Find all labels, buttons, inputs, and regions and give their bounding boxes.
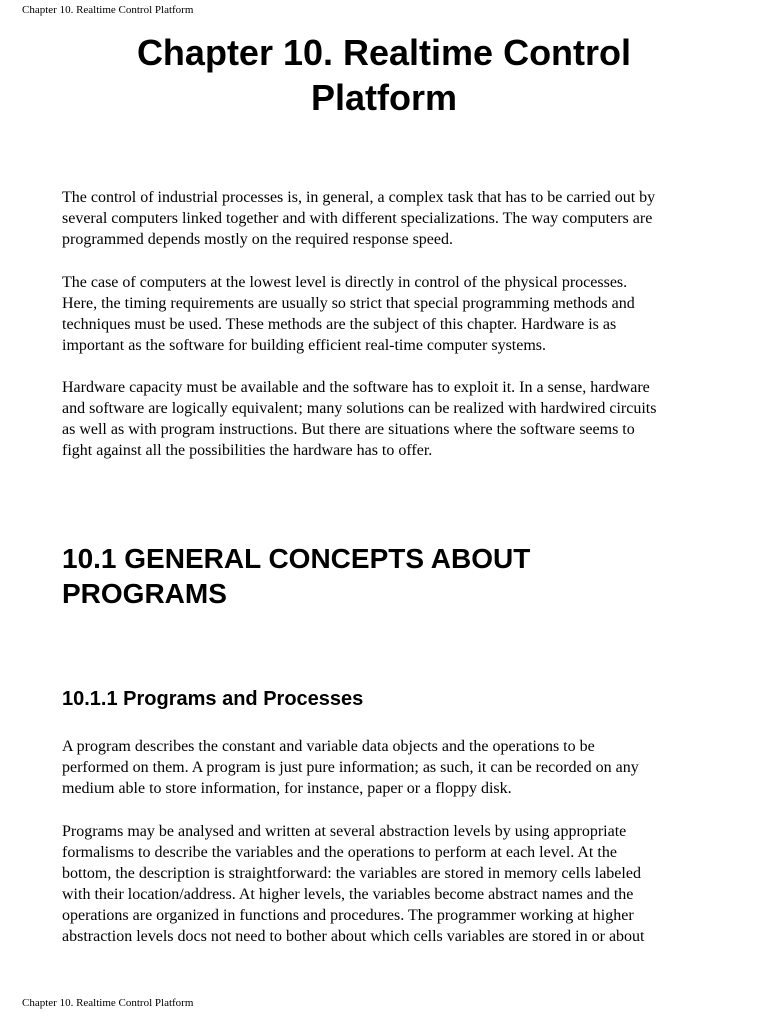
- running-header: Chapter 10. Realtime Control Platform: [22, 4, 194, 16]
- running-footer: Chapter 10. Realtime Control Platform: [22, 997, 194, 1009]
- intro-paragraph-2: The case of computers at the lowest level is directly in control of the physical processes. Here, the timing requirements are usually so strict that special programming methods and techniques must be used. These methods are the subject of this chapter. Hardware is as important as the software for building efficient real-time computer systems.: [62, 274, 635, 354]
- subsection-heading: 10.1.1 Programs and Processes: [62, 688, 364, 710]
- body-paragraph-1: A program describes the constant and variable data objects and the operations to be performed on them. A program is just pure information; as such, it can be recorded on any medium able to store information, for instance, paper or a floppy disk.: [62, 738, 639, 797]
- intro-paragraph-3: Hardware capacity must be available and the software has to exploit it. In a sense, hardware and software are logically equivalent; many solutions can be realized with hardwired circuits as well as with program instructions. But there are situations where the software seems to fight against all the possibilities the hardware has to offer.: [62, 379, 657, 459]
- intro-paragraph-1: The control of industrial processes is, in general, a complex task that has to be carried out by several computers linked together and with different specializations. The way computers are programmed depends mostly on the required response speed.: [62, 189, 656, 248]
- chapter-title-text: Chapter 10. Realtime Control Platform: [136, 32, 632, 118]
- chapter-title: [0, 30, 768, 120]
- section-heading: 10.1 GENERAL CONCEPTS ABOUT PROGRAMS: [62, 543, 531, 609]
- body-paragraph-2: Programs may be analysed and written at several abstraction levels by using appropriate formalisms to describe the variables and the operations to perform at each level. At the bottom, the description is straightforward: the variables are stored in memory cells labeled with their location/address. At higher levels, the variables become abstract names and the operations are organized in functions and procedures. The programmer working at higher abstraction levels docs not need to bother about which cells variables are stored in or about: [62, 823, 645, 945]
